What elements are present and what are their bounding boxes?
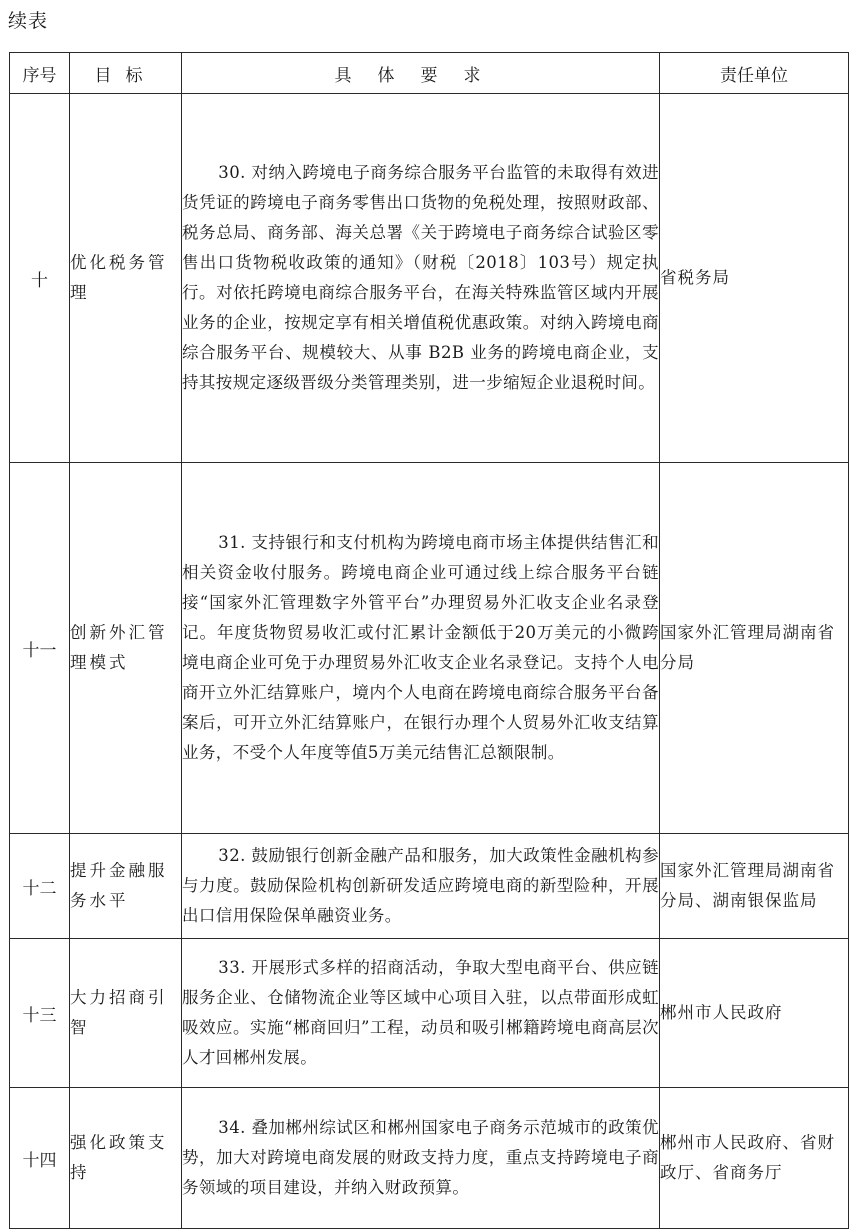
- row-serial-number: 十: [10, 94, 70, 463]
- header-requirements: 具体要求: [182, 53, 660, 94]
- row-goal: 大力招商引智: [70, 939, 182, 1088]
- continued-table-label: 续表: [8, 10, 49, 32]
- row-serial-number: 十二: [10, 834, 70, 939]
- row-serial-number: 十三: [10, 939, 70, 1088]
- row-requirement: [182, 834, 660, 939]
- requirement-text: 32. 鼓励银行创新金融产品和服务，加大政策性金融机构参与力度。鼓励保险机构创新研发适应跨境电商的新型险种，开展出口信用保险保单融资业务。: [182, 846, 659, 925]
- row-responsible-unit: 郴州市人民政府: [660, 939, 849, 1088]
- policy-table: [9, 52, 849, 1229]
- requirement-text: 30. 对纳入跨境电子商务综合服务平台监管的未取得有效进货凭证的跨境电子商务零售出口货物的免税处理，按照财政部、税务总局、商务部、海关总署《关于跨境电子商务综合试验区零售出口货物税收政策的通知》（财税〔2018〕103号）规定执行。对依托跨境电商综合服务平台，在海关特殊监管区域内开展业务的企业，按规定享有相关增值税优惠政策。对纳入跨境电商综合服务平台、规模较大、从事 B2B 业务的跨境电商企业，支持其按规定逐级晋级分类管理类别，进一步缩短企业退税时间。: [182, 163, 659, 392]
- row-requirement: [182, 94, 660, 463]
- row-serial-number: 十四: [10, 1088, 70, 1229]
- table-row: [10, 1088, 849, 1229]
- row-goal: 创新外汇管理模式: [70, 463, 182, 834]
- requirement-text: 33. 开展形式多样的招商活动，争取大型电商平台、供应链服务企业、仓储物流企业等区域中心项目入驻，以点带面形成虹吸效应。实施“郴商回归”工程，动员和吸引郴籍跨境电商高层次人才回郴州发展。: [182, 958, 659, 1067]
- row-serial-number: 十一: [10, 463, 70, 834]
- row-responsible-unit: 国家外汇管理局湖南省分局: [660, 463, 849, 834]
- header-serial-number: 序号: [10, 53, 70, 94]
- table-header-row: [10, 53, 849, 94]
- header-goal: 目标: [70, 53, 182, 94]
- table-row: [10, 834, 849, 939]
- row-responsible-unit: 国家外汇管理局湖南省分局、湖南银保监局: [660, 834, 849, 939]
- row-goal: 优化税务管理: [70, 94, 182, 463]
- requirement-text: 34. 叠加郴州综试区和郴州国家电子商务示范城市的政策优势，加大对跨境电商发展的财政支持力度，重点支持跨境电子商务领域的项目建设，并纳入财政预算。: [182, 1118, 659, 1197]
- table-row: [10, 939, 849, 1088]
- row-responsible-unit: 省税务局: [660, 94, 849, 463]
- requirement-text: 31. 支持银行和支付机构为跨境电商市场主体提供结售汇和相关资金收付服务。跨境电商企业可通过线上综合服务平台链接“国家外汇管理数字外管平台”办理贸易外汇收支企业名录登记。年度货物贸易收汇或付汇累计金额低于20万美元的小微跨境电商企业可免于办理贸易外汇收支企业名录登记。支持个人电商开立外汇结算账户，境内个人电商在跨境电商综合服务平台备案后，可开立外汇结算账户，在银行办理个人贸易外汇收支结算业务，不受个人年度等值5万美元结售汇总额限制。: [182, 533, 659, 762]
- row-requirement: [182, 463, 660, 834]
- row-goal: 提升金融服务水平: [70, 834, 182, 939]
- row-responsible-unit: 郴州市人民政府、省财政厅、省商务厅: [660, 1088, 849, 1229]
- row-goal: 强化政策支持: [70, 1088, 182, 1229]
- table-row: [10, 463, 849, 834]
- table-row: [10, 94, 849, 463]
- row-requirement: [182, 1088, 660, 1229]
- row-requirement: [182, 939, 660, 1088]
- header-responsible-unit: 责任单位: [660, 53, 849, 94]
